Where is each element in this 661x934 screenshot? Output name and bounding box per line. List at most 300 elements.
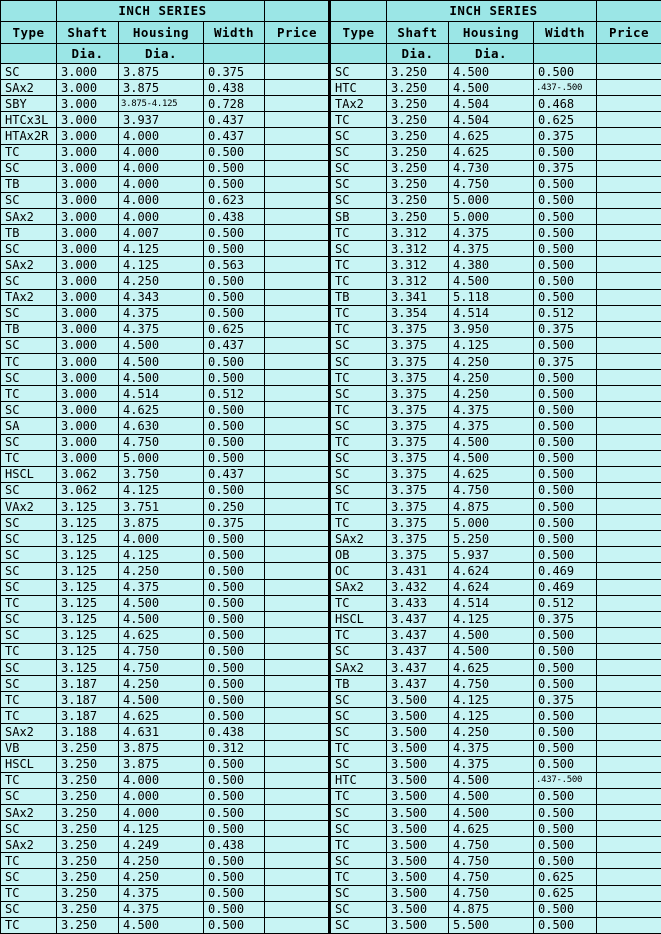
table-row <box>331 579 661 595</box>
type-cell: SC <box>1 901 57 917</box>
table-row <box>331 805 661 821</box>
price-cell <box>597 241 661 257</box>
price-cell <box>265 901 330 917</box>
type-cell: SC <box>1 660 57 676</box>
shaft-dia-cell: 3.250 <box>387 144 449 160</box>
housing-dia-cell: 4.375 <box>119 901 204 917</box>
type-cell: TC <box>331 515 387 531</box>
sub-header-row <box>331 44 661 64</box>
housing-dia-cell: 4.631 <box>119 724 204 740</box>
type-cell: TC <box>1 643 57 659</box>
shaft-dia-cell: 3.188 <box>57 724 119 740</box>
price-cell <box>597 595 661 611</box>
table-row <box>331 482 661 498</box>
price-cell <box>265 611 330 627</box>
shaft-dia-cell: 3.354 <box>387 305 449 321</box>
width-cell: 0.375 <box>534 128 597 144</box>
table-row <box>331 112 661 128</box>
type-cell: TC <box>331 321 387 337</box>
shaft-dia-cell: 3.375 <box>387 353 449 369</box>
width-cell: 0.500 <box>204 273 265 289</box>
price-cell <box>597 289 661 305</box>
table-row <box>1 241 330 257</box>
type-cell: SC <box>331 418 387 434</box>
shaft-dia-cell: 3.000 <box>57 418 119 434</box>
price-cell <box>597 450 661 466</box>
table-row <box>1 466 330 482</box>
price-cell <box>265 144 330 160</box>
price-cell <box>597 805 661 821</box>
price-cell <box>265 627 330 643</box>
price-cell <box>265 788 330 804</box>
table-row <box>1 547 330 563</box>
series-title: INCH SERIES <box>57 1 265 22</box>
housing-dia-cell: 4.375 <box>449 740 534 756</box>
housing-dia-cell: 4.504 <box>449 112 534 128</box>
table-row <box>331 547 661 563</box>
width-cell: 0.500 <box>204 531 265 547</box>
table-row <box>1 821 330 837</box>
table-row <box>1 112 330 128</box>
price-cell <box>265 740 330 756</box>
table-row <box>1 257 330 273</box>
table-row <box>331 756 661 772</box>
type-cell: TB <box>1 176 57 192</box>
width-cell: 0.500 <box>534 531 597 547</box>
width-cell: 0.500 <box>204 595 265 611</box>
housing-dia-cell: 4.500 <box>449 273 534 289</box>
width-cell: 0.468 <box>534 96 597 112</box>
width-cell: 0.500 <box>534 708 597 724</box>
shaft-dia-cell: 3.312 <box>387 273 449 289</box>
housing-dia-cell: 4.250 <box>119 676 204 692</box>
housing-dia-cell: 4.375 <box>119 305 204 321</box>
shaft-dia-cell: 3.250 <box>57 885 119 901</box>
housing-dia-cell: 4.500 <box>119 353 204 369</box>
type-cell: SC <box>1 547 57 563</box>
price-cell <box>597 579 661 595</box>
type-cell: SC <box>331 708 387 724</box>
shaft-dia-cell: 3.000 <box>57 225 119 241</box>
width-cell: 0.500 <box>204 853 265 869</box>
table-row <box>1 901 330 917</box>
sub-shaft-dia: Dia. <box>387 44 449 64</box>
type-cell: SC <box>1 337 57 353</box>
shaft-dia-cell: 3.125 <box>57 563 119 579</box>
width-cell: 0.500 <box>534 225 597 241</box>
shaft-dia-cell: 3.437 <box>387 627 449 643</box>
type-cell: SC <box>331 192 387 208</box>
width-cell: 0.623 <box>204 192 265 208</box>
table-row <box>1 756 330 772</box>
price-cell <box>597 225 661 241</box>
width-cell: 0.500 <box>534 676 597 692</box>
type-cell: TB <box>331 289 387 305</box>
width-cell: 0.500 <box>204 402 265 418</box>
width-cell: 0.500 <box>204 676 265 692</box>
shaft-dia-cell: 3.250 <box>57 821 119 837</box>
housing-dia-cell: 3.875-4.125 <box>119 96 204 112</box>
table-row <box>331 595 661 611</box>
type-cell: TC <box>331 595 387 611</box>
price-cell <box>265 208 330 224</box>
housing-dia-cell: 4.625 <box>449 466 534 482</box>
type-cell: TB <box>1 225 57 241</box>
shaft-dia-cell: 3.250 <box>57 740 119 756</box>
table-row <box>1 611 330 627</box>
type-cell: VAx2 <box>1 498 57 514</box>
price-cell <box>265 370 330 386</box>
shaft-dia-cell: 3.000 <box>57 450 119 466</box>
shaft-dia-cell: 3.250 <box>57 917 119 933</box>
housing-dia-cell: 4.125 <box>119 547 204 563</box>
shaft-dia-cell: 3.375 <box>387 482 449 498</box>
price-cell <box>265 289 330 305</box>
shaft-dia-cell: 3.000 <box>57 402 119 418</box>
type-cell: SC <box>331 853 387 869</box>
width-cell: 0.500 <box>204 241 265 257</box>
housing-dia-cell: 4.250 <box>449 370 534 386</box>
shaft-dia-cell: 3.000 <box>57 112 119 128</box>
shaft-dia-cell: 3.437 <box>387 643 449 659</box>
shaft-dia-cell: 3.341 <box>387 289 449 305</box>
table-row <box>1 64 330 80</box>
width-cell: 0.500 <box>204 563 265 579</box>
housing-dia-cell: 4.500 <box>119 692 204 708</box>
housing-dia-cell: 4.750 <box>119 434 204 450</box>
price-cell <box>597 64 661 80</box>
price-cell <box>265 756 330 772</box>
type-cell: SC <box>331 176 387 192</box>
series-header-row <box>1 1 330 22</box>
type-cell: SAx2 <box>1 80 57 96</box>
table-row <box>331 692 661 708</box>
table-row <box>1 208 330 224</box>
price-cell <box>265 112 330 128</box>
shaft-dia-cell: 3.000 <box>57 128 119 144</box>
width-cell: 0.500 <box>204 482 265 498</box>
price-cell <box>597 692 661 708</box>
housing-dia-cell: 4.514 <box>449 595 534 611</box>
sub-header-row <box>1 44 330 64</box>
table-row <box>1 837 330 853</box>
width-cell: 0.625 <box>534 112 597 128</box>
table-row <box>331 160 661 176</box>
type-cell: SC <box>1 563 57 579</box>
width-cell: 0.500 <box>534 917 597 933</box>
price-cell <box>597 772 661 788</box>
type-cell: TB <box>1 321 57 337</box>
type-cell: TC <box>1 144 57 160</box>
housing-dia-cell: 4.250 <box>119 853 204 869</box>
price-cell <box>265 692 330 708</box>
width-cell: 0.500 <box>534 64 597 80</box>
table-row <box>331 96 661 112</box>
type-cell: SC <box>331 241 387 257</box>
price-cell <box>265 305 330 321</box>
shaft-dia-cell: 3.375 <box>387 418 449 434</box>
housing-dia-cell: 4.000 <box>119 192 204 208</box>
price-cell <box>597 756 661 772</box>
header-blank <box>265 1 330 22</box>
table-row <box>331 611 661 627</box>
price-cell <box>597 305 661 321</box>
width-cell: 0.500 <box>204 708 265 724</box>
width-cell: 0.500 <box>534 724 597 740</box>
width-cell: 0.625 <box>534 885 597 901</box>
price-cell <box>597 547 661 563</box>
type-cell: SC <box>1 305 57 321</box>
col-type: Type <box>331 22 387 44</box>
price-cell <box>597 515 661 531</box>
housing-dia-cell: 3.751 <box>119 498 204 514</box>
price-cell <box>597 321 661 337</box>
price-cell <box>597 498 661 514</box>
shaft-dia-cell: 3.500 <box>387 805 449 821</box>
table-row <box>1 595 330 611</box>
type-cell: SC <box>1 515 57 531</box>
shaft-dia-cell: 3.250 <box>57 869 119 885</box>
type-cell: SC <box>1 482 57 498</box>
width-cell: 0.438 <box>204 837 265 853</box>
type-cell: TC <box>1 450 57 466</box>
shaft-dia-cell: 3.437 <box>387 611 449 627</box>
shaft-dia-cell: 3.000 <box>57 386 119 402</box>
type-cell: TC <box>331 869 387 885</box>
price-cell <box>597 869 661 885</box>
sub-housing-dia: Dia. <box>449 44 534 64</box>
width-cell: 0.312 <box>204 740 265 756</box>
shaft-dia-cell: 3.250 <box>57 772 119 788</box>
col-price: Price <box>597 22 661 44</box>
housing-dia-cell: 4.625 <box>119 708 204 724</box>
table-row <box>331 643 661 659</box>
type-cell: TC <box>1 595 57 611</box>
type-cell: SC <box>331 386 387 402</box>
shaft-dia-cell: 3.437 <box>387 660 449 676</box>
width-cell: 0.500 <box>534 627 597 643</box>
table-row <box>331 418 661 434</box>
shaft-dia-cell: 3.250 <box>387 160 449 176</box>
type-cell: SC <box>1 531 57 547</box>
housing-dia-cell: 4.750 <box>449 885 534 901</box>
type-cell: TC <box>1 353 57 369</box>
type-cell: HTAx2R <box>1 128 57 144</box>
type-cell: TC <box>1 917 57 933</box>
width-cell: 0.500 <box>534 515 597 531</box>
housing-dia-cell: 5.500 <box>449 917 534 933</box>
shaft-dia-cell: 3.125 <box>57 660 119 676</box>
shaft-dia-cell: 3.125 <box>57 595 119 611</box>
shaft-dia-cell: 3.312 <box>387 257 449 273</box>
table-row <box>331 273 661 289</box>
type-cell: SC <box>1 370 57 386</box>
col-housing: Housing <box>119 22 204 44</box>
price-cell <box>597 80 661 96</box>
col-price: Price <box>265 22 330 44</box>
table-row <box>1 353 330 369</box>
shaft-dia-cell: 3.000 <box>57 241 119 257</box>
type-cell: TB <box>331 676 387 692</box>
width-cell: 0.437 <box>204 337 265 353</box>
type-cell: SC <box>1 160 57 176</box>
header-blank <box>597 1 661 22</box>
type-cell: SC <box>331 724 387 740</box>
shaft-dia-cell: 3.500 <box>387 853 449 869</box>
price-cell <box>597 112 661 128</box>
shaft-dia-cell: 3.000 <box>57 64 119 80</box>
table-row <box>1 176 330 192</box>
table-row <box>331 676 661 692</box>
table-row <box>1 708 330 724</box>
type-cell: TC <box>331 740 387 756</box>
housing-dia-cell: 5.000 <box>449 208 534 224</box>
price-cell <box>265 724 330 740</box>
table-row <box>1 772 330 788</box>
shaft-dia-cell: 3.000 <box>57 434 119 450</box>
housing-dia-cell: 5.000 <box>449 192 534 208</box>
width-cell: 0.500 <box>534 257 597 273</box>
housing-dia-cell: 4.750 <box>449 482 534 498</box>
price-cell <box>597 660 661 676</box>
type-cell: SC <box>331 482 387 498</box>
price-cell <box>597 708 661 724</box>
housing-dia-cell: 4.250 <box>449 386 534 402</box>
table-row <box>331 337 661 353</box>
shaft-dia-cell: 3.000 <box>57 370 119 386</box>
shaft-dia-cell: 3.500 <box>387 708 449 724</box>
type-cell: SC <box>331 901 387 917</box>
table-row <box>1 563 330 579</box>
housing-dia-cell: 4.375 <box>449 402 534 418</box>
table-row <box>1 498 330 514</box>
width-cell: 0.500 <box>204 772 265 788</box>
table-row <box>331 885 661 901</box>
type-cell: SAx2 <box>1 724 57 740</box>
housing-dia-cell: 5.937 <box>449 547 534 563</box>
width-cell: 0.500 <box>534 386 597 402</box>
width-cell: 0.438 <box>204 724 265 740</box>
table-row <box>331 788 661 804</box>
shaft-dia-cell: 3.250 <box>387 96 449 112</box>
shaft-dia-cell: 3.375 <box>387 434 449 450</box>
shaft-dia-cell: 3.500 <box>387 788 449 804</box>
type-cell: SAx2 <box>331 531 387 547</box>
table-row <box>1 676 330 692</box>
housing-dia-cell: 3.875 <box>119 756 204 772</box>
housing-dia-cell: 4.500 <box>449 627 534 643</box>
table-row <box>1 692 330 708</box>
col-type: Type <box>1 22 57 44</box>
shaft-dia-cell: 3.250 <box>57 837 119 853</box>
shaft-dia-cell: 3.500 <box>387 772 449 788</box>
price-cell <box>265 531 330 547</box>
housing-dia-cell: 4.000 <box>119 531 204 547</box>
table-row <box>331 370 661 386</box>
housing-dia-cell: 4.250 <box>119 563 204 579</box>
table-row <box>331 740 661 756</box>
price-cell <box>265 676 330 692</box>
price-cell <box>597 788 661 804</box>
table-row <box>331 225 661 241</box>
housing-dia-cell: 4.730 <box>449 160 534 176</box>
width-cell: 0.563 <box>204 257 265 273</box>
housing-dia-cell: 4.500 <box>449 788 534 804</box>
type-cell: TC <box>1 885 57 901</box>
col-housing: Housing <box>449 22 534 44</box>
width-cell: 0.500 <box>534 547 597 563</box>
width-cell: 0.438 <box>204 208 265 224</box>
housing-dia-cell: 4.500 <box>449 805 534 821</box>
type-cell: SC <box>1 821 57 837</box>
series-header-row <box>331 1 661 22</box>
type-cell: SC <box>331 64 387 80</box>
shaft-dia-cell: 3.250 <box>387 176 449 192</box>
housing-dia-cell: 4.625 <box>449 144 534 160</box>
type-cell: SC <box>1 402 57 418</box>
price-cell <box>597 386 661 402</box>
shaft-dia-cell: 3.125 <box>57 531 119 547</box>
table-row <box>331 386 661 402</box>
width-cell: 0.500 <box>534 273 597 289</box>
price-cell <box>265 241 330 257</box>
width-cell: 0.500 <box>204 289 265 305</box>
type-cell: SA <box>1 418 57 434</box>
left-table <box>0 0 330 934</box>
housing-dia-cell: 4.514 <box>119 386 204 402</box>
price-cell <box>265 563 330 579</box>
table-row <box>1 917 330 933</box>
price-cell <box>265 466 330 482</box>
table-row <box>331 257 661 273</box>
sub-blank <box>265 44 330 64</box>
shaft-dia-cell: 3.000 <box>57 353 119 369</box>
width-cell: 0.500 <box>534 788 597 804</box>
col-width: Width <box>204 22 265 44</box>
table-row <box>1 627 330 643</box>
price-cell <box>597 466 661 482</box>
price-cell <box>265 821 330 837</box>
width-cell: 0.469 <box>534 579 597 595</box>
width-cell: 0.500 <box>534 821 597 837</box>
price-cell <box>597 160 661 176</box>
housing-dia-cell: 4.125 <box>119 821 204 837</box>
width-cell: 0.500 <box>534 337 597 353</box>
shaft-dia-cell: 3.250 <box>57 788 119 804</box>
width-cell: 0.500 <box>534 418 597 434</box>
width-cell: 0.500 <box>534 482 597 498</box>
type-cell: TC <box>331 788 387 804</box>
width-cell: 0.625 <box>534 869 597 885</box>
shaft-dia-cell: 3.250 <box>387 64 449 80</box>
price-cell <box>265 482 330 498</box>
table-row <box>331 498 661 514</box>
housing-dia-cell: 4.750 <box>449 837 534 853</box>
table-row <box>331 176 661 192</box>
width-cell: 0.625 <box>204 321 265 337</box>
type-cell: SC <box>331 643 387 659</box>
right-table-body <box>331 64 661 934</box>
table-row <box>1 192 330 208</box>
shaft-dia-cell: 3.500 <box>387 724 449 740</box>
price-cell <box>597 643 661 659</box>
type-cell: SC <box>1 869 57 885</box>
price-cell <box>265 805 330 821</box>
width-cell: 0.500 <box>534 643 597 659</box>
type-cell: TC <box>331 627 387 643</box>
shaft-dia-cell: 3.375 <box>387 466 449 482</box>
price-cell <box>597 96 661 112</box>
